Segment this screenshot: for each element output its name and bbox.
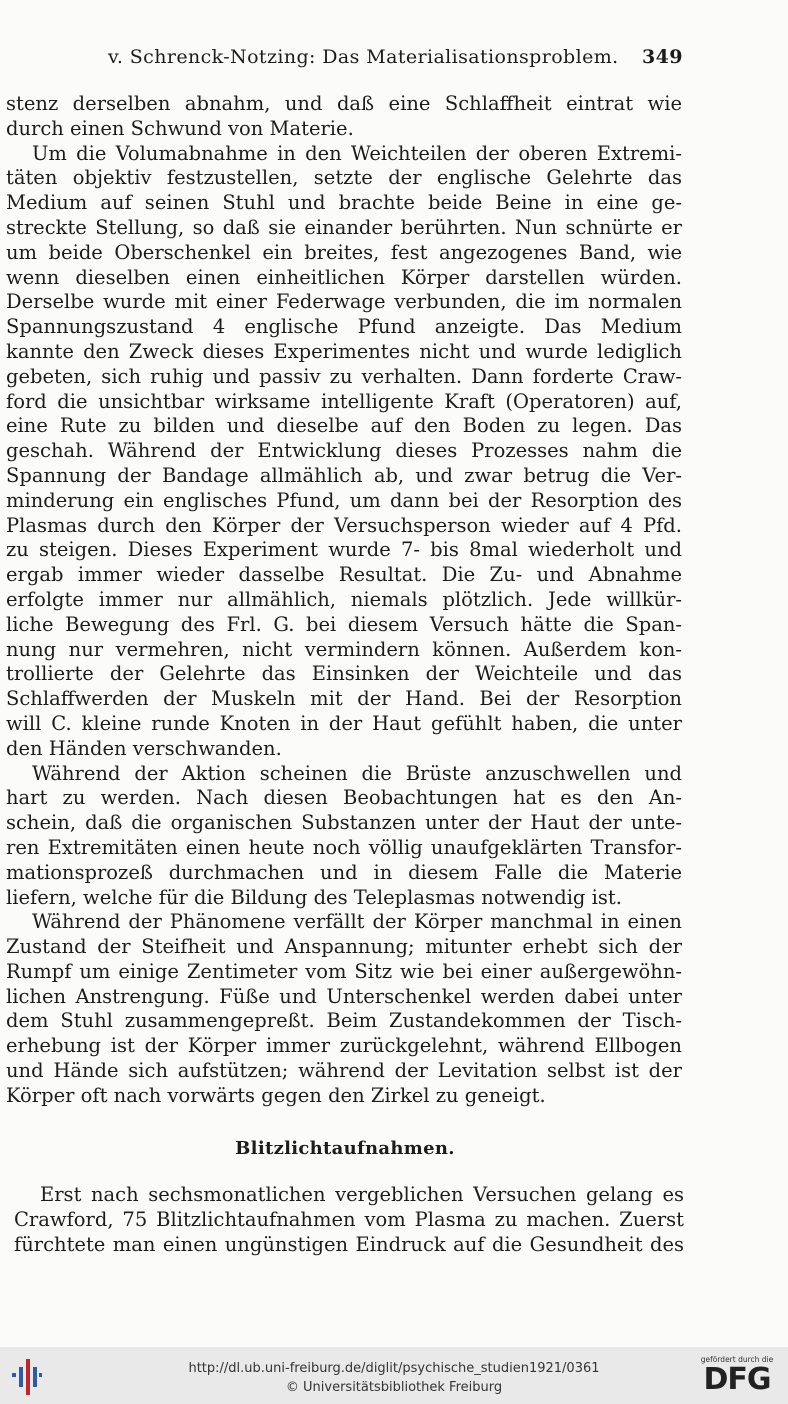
text-line: Zustand der Steifheit und Anspannung; mitunter erhebt sich der [6,935,682,959]
text-line: erhebung ist der Körper immer zurückgelehnt, während Ellbogen [6,1034,682,1058]
text-line: will C. kleine runde Knoten in der Haut gefühlt haben, die unter [6,711,682,735]
text-line: lichen Anstrengung. Füße und Unterschenkel werden dabei unter [6,984,682,1008]
text-line: Crawford, 75 Blitzlichtaufnahmen vom Plasma zu machen. Zuerst [14,1207,684,1231]
footer-bar [0,1347,788,1404]
text-line: Schlaffwerden der Muskeln mit der Hand. Bei der Resorption [6,687,682,711]
dfg-caption: gefördert durch die [700,1355,774,1364]
text-line: ergab immer wieder dasselbe Resultat. Die Zu- und Abnahme [6,563,682,587]
text-line: Medium auf seinen Stuhl und brachte beide Beine in eine ge- [6,191,682,215]
footer-copyright: © Universitätsbibliothek Freiburg [285,1380,503,1395]
text-line: Spannungszustand 4 englische Pfund anzeigte. Das Medium [6,315,682,339]
running-head [0,46,788,76]
text-line: kannte den Zweck dieses Experimentes nicht und wurde lediglich [6,339,682,363]
text-line: streckte Stellung, so daß sie einander berührten. Nun schnürte er [6,215,682,239]
text-line: minderung ein englisches Pfund, um dann bei der Resorption des [6,488,682,512]
text-line: Während der Aktion scheinen die Brüste anzuschwellen und [32,761,682,785]
text-line: stenz derselben abnahm, und daß eine Schlaffheit eintrat wie [6,92,682,115]
text-line: liche Bewegung des Frl. G. bei diesem Versuch hätte die Span- [6,612,682,636]
section-heading: Blitzlichtaufnahmen. [235,1138,455,1159]
text-line: Körper oft nach vorwärts gegen den Zirkel zu geneigt. [6,1083,546,1107]
text-line: schein, daß die organischen Substanzen unter der Haut der unte- [6,811,682,835]
text-line: Um die Volumabnahme in den Weichteilen der oberen Extremi- [32,141,682,165]
text-line: mationsprozeß durchmachen und in diesem Falle die Materie [6,860,682,884]
footer-url-link[interactable]: http://dl.ub.uni-freiburg.de/diglit/psychische_studien1921/0361 [188,1361,600,1376]
text-line: liefern, welche für die Bildung des Teleplasmas notwendig ist. [6,885,622,909]
text-line: erfolgte immer nur allmählich, niemals plötzlich. Jede willkür- [6,587,682,611]
text-line: Rumpf um einige Zentimeter vom Sitz wie bei einer außergewöhn- [6,959,682,983]
text-line: Derselbe wurde mit einer Federwage verbunden, die im normalen [6,290,682,314]
text-line: hart zu werden. Nach diesen Beobachtungen hat es den An- [6,786,682,810]
text-line: durch einen Schwund von Materie. [6,116,354,140]
text-line: wenn dieselben einen einheitlichen Körper darstellen würden. [6,265,682,289]
text-line: dem Stuhl zusammengepreßt. Beim Zustandekommen der Tisch- [6,1009,682,1033]
text-line: den Händen verschwanden. [6,736,282,760]
text-line: nung nur vermehren, nicht vermindern können. Außerdem kon- [6,637,682,661]
text-line: täten objektiv festzustellen, setzte der englische Gelehrte das [6,166,682,190]
text-line: Erst nach sechsmonatlichen vergeblichen Versuchen gelang es [40,1183,684,1206]
text-line: gebeten, sich ruhig und passiv zu verhalten. Dann forderte Craw- [6,364,682,388]
text-line: ford die unsichtbar wirksame intelligente Kraft (Operatoren) auf, [6,389,682,413]
text-line: eine Rute zu bilden und dieselbe auf den Boden zu legen. Das [6,414,682,438]
body-text [6,92,682,1109]
text-line: fürchtete man einen ungünstigen Eindruck auf die Gesundheit des [14,1232,684,1256]
running-title: v. Schrenck-Notzing: Das Materialisationsproblem. [108,46,619,68]
text-line: Während der Phänomene verfällt der Körper manchmal in einen [32,910,682,934]
text-line: trollierte der Gelehrte das Einsinken der Weichteile und das [6,662,682,686]
page-number: 349 [642,46,683,68]
text-line: Spannung der Bandage allmählich ab, und zwar betrug die Ver- [6,463,682,487]
text-line: ren Extremitäten einen heute noch völlig unaufgeklärten Transfor- [6,835,682,859]
text-line: und Hände sich aufstützen; während der Levitation selbst ist der [6,1059,682,1083]
dfg-letters: DFG [703,1362,771,1397]
text-line: zu steigen. Dieses Experiment wurde 7- bis 8mal wiederholt und [6,538,682,562]
text-line: Plasmas durch den Körper der Versuchsperson wieder auf 4 Pfd. [6,513,682,537]
text-line: geschah. Während der Entwicklung dieses Prozesses nahm die [6,439,682,463]
text-line: um beide Oberschenkel ein breites, fest angezogenes Band, wie [6,240,682,264]
body-text-continued [14,1183,684,1257]
dfg-logo [694,1355,780,1399]
